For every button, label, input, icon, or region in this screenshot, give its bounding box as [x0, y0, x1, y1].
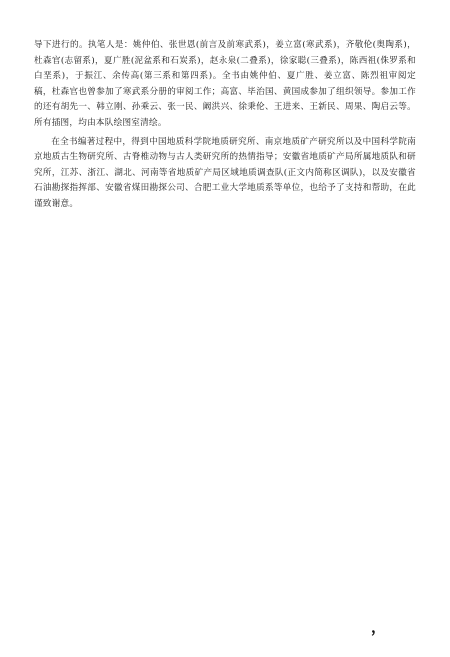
paragraph-acknowledgements: 在全书编著过程中，得到中国地质科学院地质研究所、南京地质矿产研究所以及中国科学院南京地质古生物研究所、古脊椎动物与古人类研究所的热情指导；安徽省地质矿产局所属地质队和研究所，江苏、浙江、湖北、河南等省地质矿产局区域地质调查队(正文内简称区调队)，以及安徽省石油勘探指挥部、安徽省煤田勘探公司、合肥工业大学地质系等单位，也给予了支持和帮助，在此谨致谢意。 [34, 136, 416, 209]
body-text [34, 38, 416, 215]
paragraph-authors: 导下进行的。执笔人是：姚仲伯、张世恩(前言及前寒武系)，姜立富(寒武系)，齐敬伦(奥陶系)，杜森官(志留系)，夏广胜(泥盆系和石炭系)，赵永泉(二叠系)，徐家聪(三叠系)，陈西祖(侏罗系和白垩系)，于振江、余传高(第三系和第四系)。全书由姚仲伯、夏广胜、姜立富、陈烈祖审阅定稿，杜森官也曾参加了寒武系分册的审阅工作；高富、毕治国、黄国成参加了组织领导。参加工作的还有胡先一、韩立刚、孙乘云、张一民、阚洪兴、徐秉伦、王进来、王新民、周果、陶启云等。所有插图，均由本队绘图室清绘。 [34, 40, 416, 128]
page-mark: ， [371, 618, 387, 636]
